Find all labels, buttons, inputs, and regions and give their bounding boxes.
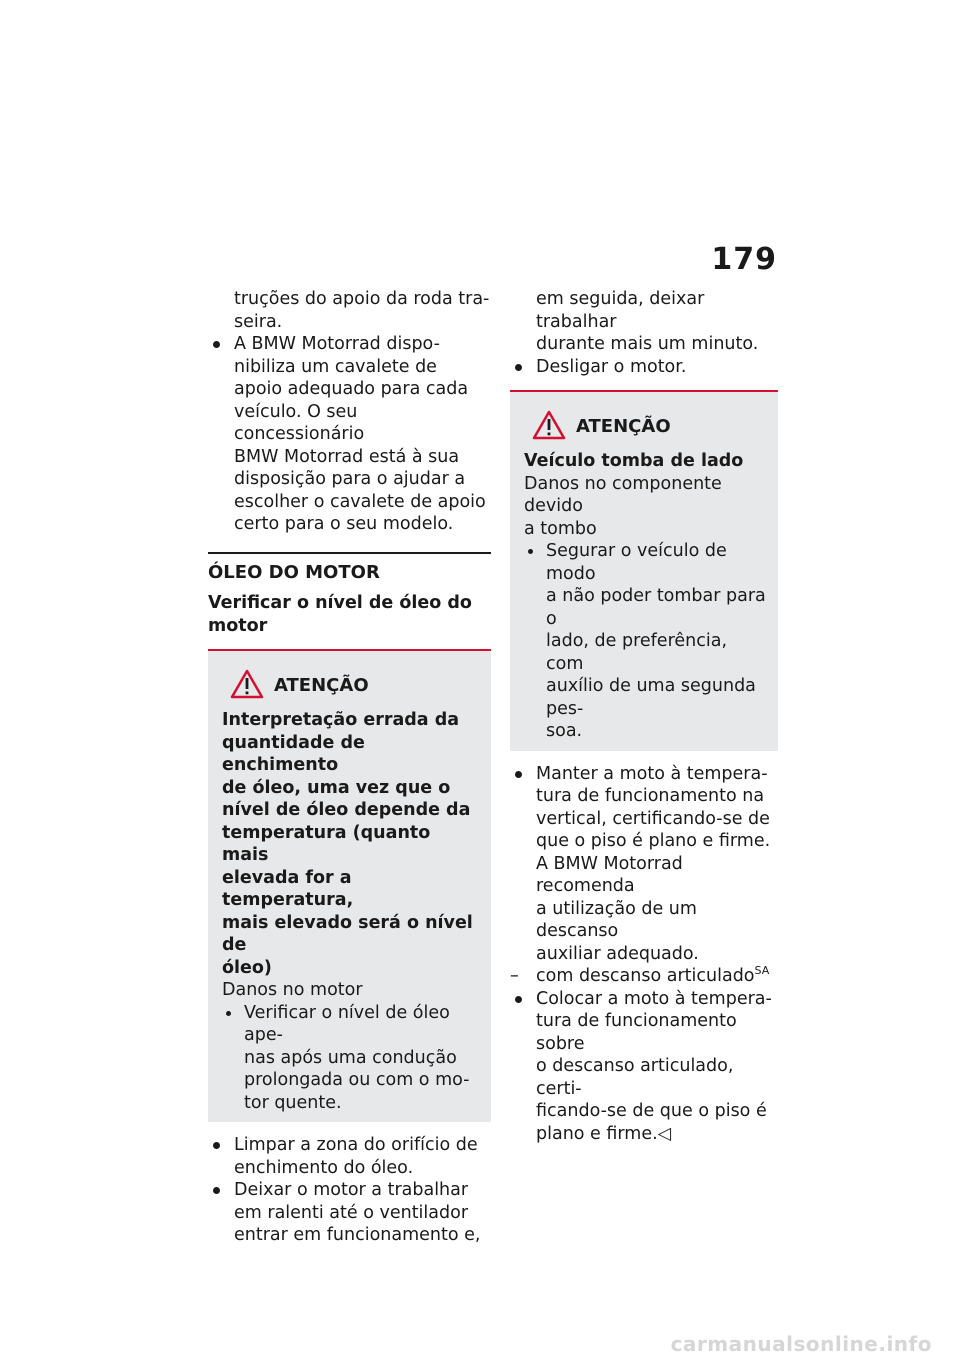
warning-action: Verificar o nível de óleo ape- nas após uma condução prolongada ou com o mo- tor quente. [222, 1002, 481, 1115]
right-column [510, 288, 778, 1145]
list-item: A BMW Motorrad dispo- nibiliza um cavalete de apoio adequado para cada veículo. O seu concessionário BMW Motorrad está à sua disposição para o ajudar a escolher o cavalete de apoio certo para o seu modelo. [208, 333, 491, 536]
continued-text: truções do apoio da roda tra- seira. [234, 289, 490, 332]
section-title: ÓLEO DO MOTOR [208, 561, 380, 583]
warning-action: Segurar o veículo de modo a não poder tombar para o lado, de preferência, com auxílio de uma segunda pes- soa. [524, 540, 768, 743]
warning-consequence: Danos no componente devido a tombo [524, 473, 722, 539]
footer [0, 1322, 960, 1362]
watermark-text: carmanualsonline.info [670, 1332, 932, 1356]
warning-consequence: Danos no motor [222, 980, 363, 1000]
subsection-title: Verificar o nível de óleo do motor [208, 593, 472, 636]
warning-label: ATENÇÃO [274, 675, 369, 696]
option-line: – com descanso articulado$^{SA}$ [510, 965, 778, 988]
warning-header [524, 410, 768, 444]
warning-title: Interpretação errada da quantidade de enchimento de óleo, uma vez que o nível de óleo depende da temperatura (quanto mais elevada for a temperatura, mais elevado será o nível de óleo) [222, 710, 473, 978]
warning-triangle-icon [532, 410, 566, 440]
warning-triangle-icon [230, 669, 264, 699]
list-item: Colocar a moto à tempera- tura de funcionamento sobre o descanso articulado, certi- ficando-se de que o piso é plano e firme.◁ [510, 988, 778, 1146]
warning-box [510, 390, 778, 751]
section-divider [208, 552, 491, 554]
list-item: Desligar o motor. [510, 356, 778, 379]
warning-box [208, 649, 491, 1122]
left-column [208, 288, 491, 1247]
list-item: Manter a moto à tempera- tura de funcionamento na vertical, certificando-se de que o piso é plano e firme. A BMW Motorrad recomenda a utilização de um descanso auxiliar adequado. [510, 763, 778, 966]
sa-superscript: SA [754, 964, 770, 978]
warning-header [222, 669, 481, 703]
warning-label: ATENÇÃO [576, 416, 671, 437]
list-item: Limpar a zona do orifício de enchimento do óleo. [208, 1134, 491, 1179]
warning-title: Veículo tomba de lado [524, 451, 744, 471]
page-number: 179 [711, 242, 777, 277]
list-item: Deixar o motor a trabalhar em ralenti até o ventilador entrar em funcionamento e, [208, 1179, 491, 1247]
continued-text: em seguida, deixar trabalhar durante mais um minuto. [536, 289, 759, 354]
